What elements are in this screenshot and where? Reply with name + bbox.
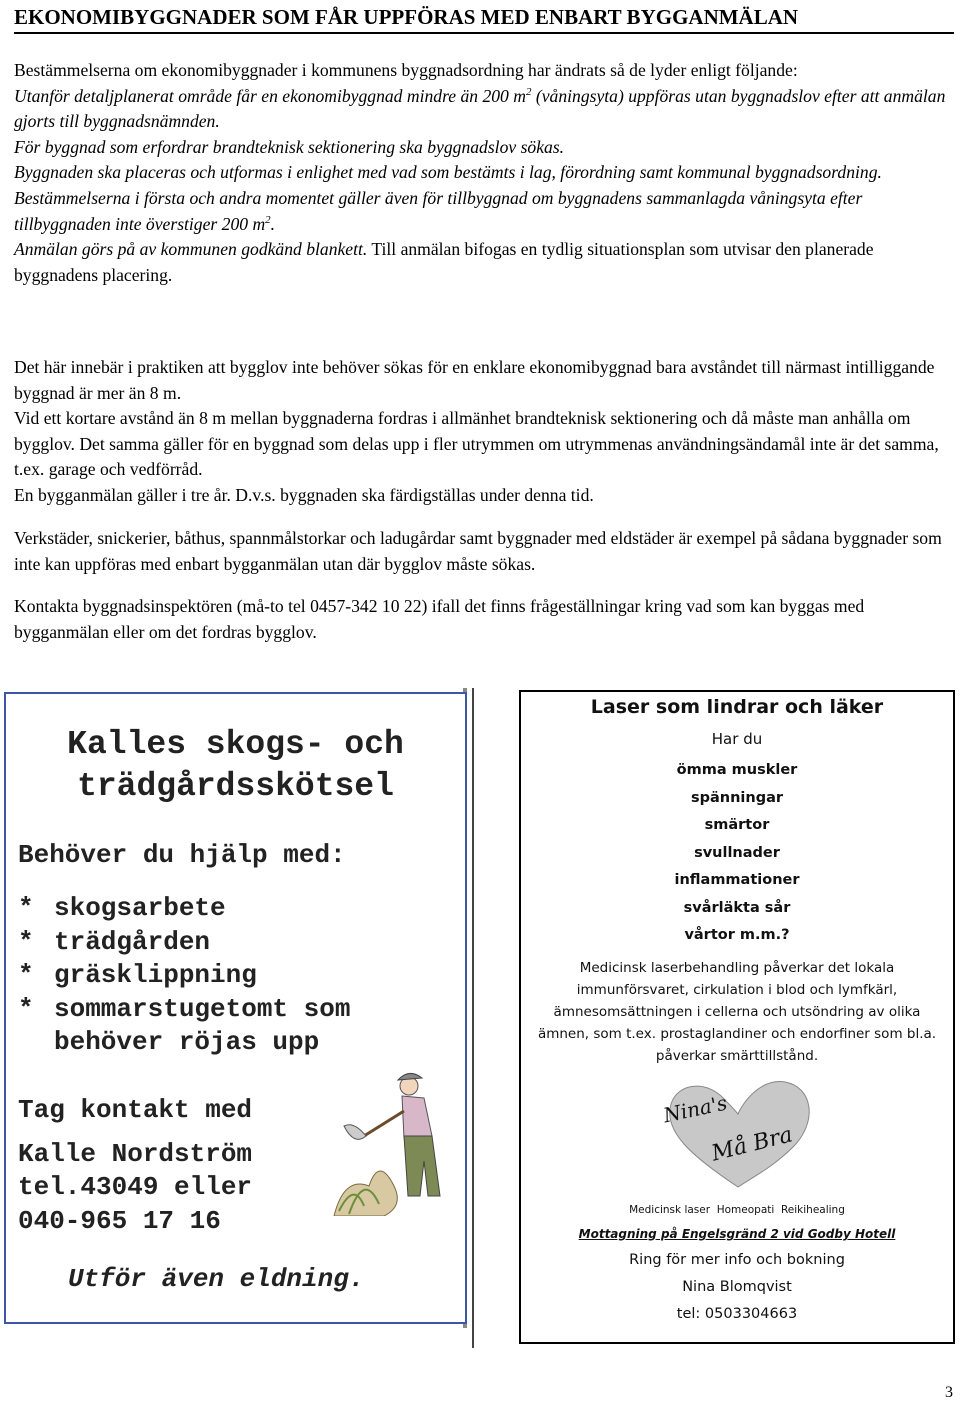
practitioner-name: Nina Blomqvist <box>682 1279 792 1295</box>
examples-paragraph: Verkstäder, snickerier, båthus, spannmålstorkar och ladugårdar samt byggnader med eldstäder är exempel på sådana byggnader som inte kan uppföras med enbart bygganmälan utan där bygglov måste sökas. <box>14 528 942 574</box>
practice-line-2: Vid ett kortare avstånd än 8 m mellan byggnaderna fordras i allmänhet brandteknisk sektionering och då måste man anhålla om bygglov. Det samma gäller för en byggnad som delas upp i fler utrymmen om utrymmenas användningsändamål inte är det samma, t.ex. garage och vedförråd. <box>14 408 939 480</box>
list-item: inflammationer <box>674 872 800 888</box>
list-item: svullnader <box>694 844 780 861</box>
has-you-text: Har du <box>711 730 763 748</box>
phone-number: tel: 0503304663 <box>676 1306 798 1322</box>
list-item: * sommarstugetomt som behöver röjas upp <box>18 993 351 1057</box>
list-item: * gräsklippning <box>18 960 257 990</box>
kalle-advertisement <box>4 692 467 1324</box>
list-item: * skogsarbete <box>18 893 226 923</box>
list-item: ömma muskler <box>676 762 798 778</box>
nina-advertisement <box>519 690 955 1344</box>
kalle-contact: Tag kontakt med Kalle Nordström tel.43049 eller 040-965 17 16 <box>18 1095 253 1236</box>
reception-address: Mottagning på Engelsgränd 2 vid Godby Hotell <box>578 1227 896 1241</box>
medical-description: Medicinsk laserbehandling påverkar det lokala immunförsvaret, cirkulation i blod och lymfkärl, ämnesomsättningen i cellerna och utsöndring av olika ämnen, som t.ex. prostaglandiner och endorfiner som bl.a. påverkar smärttillstånd. <box>537 960 937 1064</box>
service-list <box>18 892 434 1060</box>
logo-text-mabra: Må Bra <box>709 1122 796 1167</box>
contact-paragraph: Kontakta byggnadsinspektören (må-to tel 0457-342 10 22) ifall det finns frågeställningar kring vad som kan byggas med bygganmälan eller om det fordras bygglov. <box>14 596 865 642</box>
gardener-illustration <box>324 1066 474 1216</box>
ad-shadow-line <box>472 688 474 1348</box>
list-item: smärtor <box>704 817 770 833</box>
list-item: * trädgården <box>18 926 211 957</box>
list-item: vårtor m.m.? <box>684 927 790 943</box>
practice-paragraph <box>14 355 959 509</box>
practice-line-1: Det här innebär i praktiken att bygglov inte behöver sökas för en enklare ekonomibyggnad bara avståndet till närmast intilliggande byggnad är mer än 8 m. <box>14 357 935 403</box>
ailment-list <box>521 757 953 950</box>
booking-text: Ring för mer info och bokning <box>629 1252 845 1268</box>
fire-note: Utför även eldning. <box>68 1264 365 1294</box>
rule-paragraph-5: Anmälan görs på av kommunen godkänd blankett. Till anmälan bifogas en tydlig situationsplan som utvisar den planerade byggnadens placering. <box>14 239 874 285</box>
rule-paragraph-3: Byggnaden ska placeras och utformas i enlighet med vad som bestämts i lag, förordning samt kommunal byggnadsordning. <box>14 162 882 183</box>
heart-logo-icon <box>653 1072 823 1192</box>
intro-paragraph: Bestämmelserna om ekonomibyggnader i kommunens byggnadsordning har ändrats så de lyder enligt följande: <box>14 60 798 80</box>
regulation-text <box>14 58 954 288</box>
rule-paragraph-2: För byggnad som erfordrar brandteknisk sektionering ska byggnadslov sökas. <box>14 136 565 157</box>
page-title: EKONOMIBYGGNADER SOM FÅR UPPFÖRAS MED ENBART BYGGANMÄLAN <box>14 4 954 34</box>
list-item: spänningar <box>690 789 784 806</box>
practice-line-3: En bygganmälan gäller i tre år. D.v.s. byggnaden ska färdigställas under denna tid. <box>14 484 594 505</box>
rule-paragraph-4: Bestämmelserna i första och andra momentet gäller även för tillbyggnad om byggnadens sammanlagda våningsyta efter tillbyggnaden inte överstiger 200 $m^2$. <box>14 187 863 234</box>
logo-text-ninas: Nina's <box>661 1090 730 1128</box>
list-item: svårläkta sår <box>683 899 791 916</box>
page-number: 3 <box>945 1384 953 1401</box>
rule-paragraph-1: Utanför detaljplanerat område får en ekonomibyggnad mindre än 200 $m^2$ (våningsyta) uppföras utan byggnadslov efter att anmälan gjorts till byggnadsnämnden. <box>14 85 946 132</box>
kalle-ad-title: Kalles skogs- och trädgårdsskötsel <box>67 726 404 805</box>
laser-ad-title: Laser som lindrar och läker <box>590 696 884 718</box>
help-heading: Behöver du hjälp med: <box>18 840 346 870</box>
services-line: Medicinsk laser Homeopati Reikihealing <box>629 1204 845 1216</box>
